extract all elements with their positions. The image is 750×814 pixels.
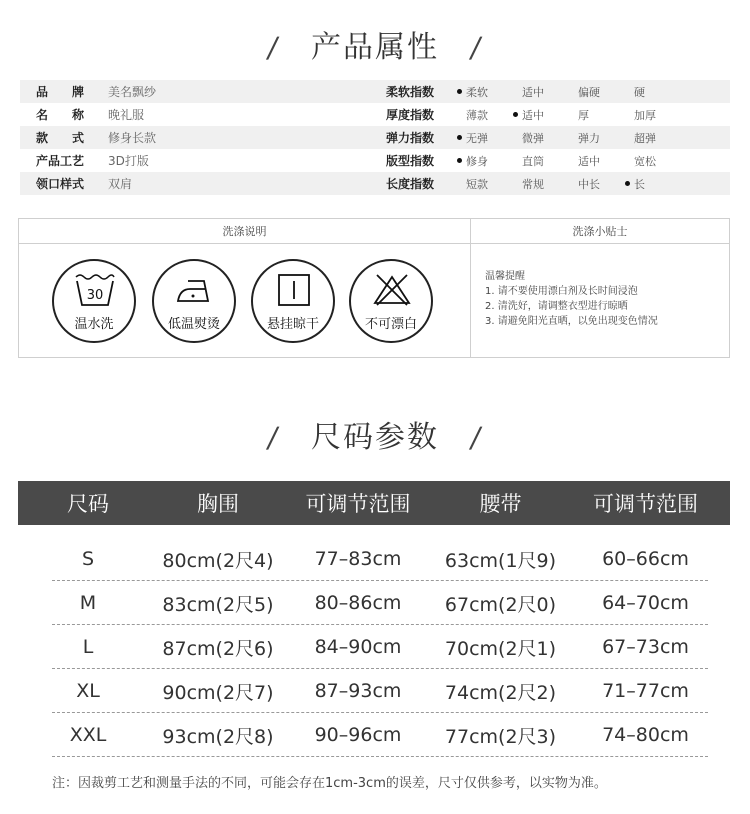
metric-option: 适中 bbox=[522, 85, 544, 99]
size-params-title: 尺码参数 bbox=[311, 420, 439, 455]
metric-option: 修身 bbox=[466, 153, 522, 169]
metric-label: 长度指数 bbox=[386, 177, 435, 191]
table-row bbox=[18, 625, 730, 669]
care-icon-label: 温水洗 bbox=[74, 317, 114, 332]
metric-option: 偏硬 bbox=[578, 85, 600, 99]
metric-option: 直筒 bbox=[522, 154, 544, 168]
size-cell: L bbox=[82, 636, 94, 658]
waist-cell: 63cm(1尺9) bbox=[444, 549, 557, 572]
metric-label: 柔软指数 bbox=[386, 85, 435, 99]
metric-option: 弹力 bbox=[578, 131, 600, 145]
wash-tips bbox=[485, 269, 658, 329]
no-bleach-icon bbox=[349, 259, 433, 343]
column-header: 尺码 bbox=[67, 492, 109, 516]
bust-range-cell: 77–83cm bbox=[314, 548, 402, 570]
product-attributes-heading: / 产品属性 / bbox=[264, 30, 486, 65]
wash-instructions-header: 洗涤说明 bbox=[19, 219, 470, 244]
attribute-value: 修身长款 bbox=[108, 131, 157, 145]
bust-range-cell: 87–93cm bbox=[314, 680, 402, 702]
metric-option: 微弹 bbox=[522, 131, 544, 145]
iron-glyph bbox=[174, 273, 216, 307]
waist-cell: 70cm(2尺1) bbox=[444, 637, 557, 660]
metric-option: 长 bbox=[634, 176, 690, 192]
attribute-row bbox=[20, 103, 730, 126]
metric-option: 加厚 bbox=[634, 108, 656, 122]
tips-title: 温馨提醒 bbox=[485, 271, 525, 282]
hang-dry-icon bbox=[251, 259, 335, 343]
size-cell: M bbox=[79, 592, 97, 614]
measurement-note: 注：因裁剪工艺和测量手法的不同，可能会存在1cm-3cm的误差，尺寸仅供参考，以实物为准。 bbox=[52, 776, 607, 791]
attribute-label: 品 牌 bbox=[36, 85, 85, 99]
attribute-row bbox=[20, 126, 730, 149]
no-bleach-glyph bbox=[371, 273, 413, 307]
column-header: 可调节范围 bbox=[305, 492, 411, 516]
bust-cell: 87cm(2尺6) bbox=[162, 637, 274, 660]
tip-item: 2. 清洗好，请调整衣型进行晾晒 bbox=[485, 301, 628, 312]
attribute-value: 3D打版 bbox=[108, 154, 149, 168]
column-header: 可调节范围 bbox=[593, 492, 698, 516]
bust-cell: 80cm(2尺4) bbox=[162, 549, 274, 572]
waist-cell: 67cm(2尺0) bbox=[444, 593, 557, 616]
size-cell: XXL bbox=[69, 724, 107, 746]
metric-option: 超弹 bbox=[634, 131, 656, 145]
care-icon-label: 悬挂晾干 bbox=[266, 317, 319, 332]
table-row bbox=[18, 669, 730, 713]
attribute-value: 晚礼服 bbox=[108, 108, 145, 122]
bust-cell: 90cm(2尺7) bbox=[162, 681, 274, 704]
table-row bbox=[18, 713, 730, 757]
attribute-value: 双肩 bbox=[108, 177, 133, 191]
attribute-value: 美名飘纱 bbox=[108, 85, 157, 99]
bust-range-cell: 80–86cm bbox=[314, 592, 402, 614]
bust-range-cell: 90–96cm bbox=[314, 724, 402, 746]
metric-option: 宽松 bbox=[634, 154, 656, 168]
metric-option: 无弹 bbox=[466, 130, 522, 146]
metric-option: 短款 bbox=[466, 177, 488, 191]
size-params-heading: / 尺码参数 / bbox=[264, 420, 486, 455]
metric-option: 硬 bbox=[634, 85, 645, 99]
bust-cell: 83cm(2尺5) bbox=[162, 593, 274, 616]
bust-range-cell: 84–90cm bbox=[314, 636, 402, 658]
column-header: 腰带 bbox=[479, 492, 522, 516]
attribute-table bbox=[20, 80, 730, 195]
metric-label: 版型指数 bbox=[386, 154, 435, 168]
care-icon-label: 不可漂白 bbox=[364, 317, 417, 332]
attribute-label: 名 称 bbox=[36, 108, 85, 122]
metric-label: 弹力指数 bbox=[386, 131, 435, 145]
size-table-header bbox=[18, 481, 730, 525]
column-header: 胸围 bbox=[197, 492, 239, 516]
waist-range-cell: 74–80cm bbox=[602, 724, 689, 746]
iron-icon bbox=[152, 259, 236, 343]
attribute-row bbox=[20, 172, 730, 195]
waist-range-cell: 60–66cm bbox=[602, 548, 689, 570]
metric-option: 适中 bbox=[578, 154, 600, 168]
metric-option: 薄款 bbox=[466, 108, 488, 122]
care-icon-label: 低温熨烫 bbox=[167, 317, 220, 332]
waist-range-cell: 67–73cm bbox=[602, 636, 689, 658]
waist-cell: 74cm(2尺2) bbox=[444, 681, 557, 704]
tip-item: 3. 请避免阳光直晒，以免出现变色情况 bbox=[485, 316, 658, 327]
wash-tips-header: 洗涤小贴士 bbox=[471, 219, 729, 244]
attribute-row bbox=[20, 80, 730, 103]
waist-range-cell: 71–77cm bbox=[602, 680, 689, 702]
care-instructions-box bbox=[18, 218, 730, 358]
wash-tub-glyph bbox=[74, 273, 116, 307]
size-cell: S bbox=[81, 548, 95, 570]
metric-label: 厚度指数 bbox=[386, 108, 435, 122]
metric-option: 适中 bbox=[522, 107, 578, 123]
metric-option: 厚 bbox=[578, 108, 589, 122]
metric-option: 柔软 bbox=[466, 84, 522, 100]
size-table-body bbox=[18, 537, 730, 757]
hang-dry-glyph bbox=[273, 273, 315, 307]
table-row bbox=[18, 537, 730, 581]
care-divider bbox=[470, 219, 471, 357]
bust-cell: 93cm(2尺8) bbox=[162, 725, 274, 748]
metric-option: 中长 bbox=[578, 177, 600, 191]
tip-item: 1. 请不要使用漂白剂及长时间浸泡 bbox=[485, 286, 638, 297]
size-cell: XL bbox=[76, 680, 100, 702]
wash-temperature: 30 bbox=[86, 288, 104, 303]
waist-cell: 77cm(2尺3) bbox=[444, 725, 557, 748]
attribute-row bbox=[20, 149, 730, 172]
attribute-label: 产品工艺 bbox=[36, 154, 85, 168]
wash-tub-icon bbox=[52, 259, 136, 343]
attribute-label: 领口样式 bbox=[36, 177, 85, 191]
metric-option: 常规 bbox=[522, 177, 544, 191]
product-attributes-title: 产品属性 bbox=[311, 30, 439, 65]
table-row bbox=[18, 581, 730, 625]
waist-range-cell: 64–70cm bbox=[602, 592, 689, 614]
attribute-label: 款 式 bbox=[36, 131, 85, 145]
